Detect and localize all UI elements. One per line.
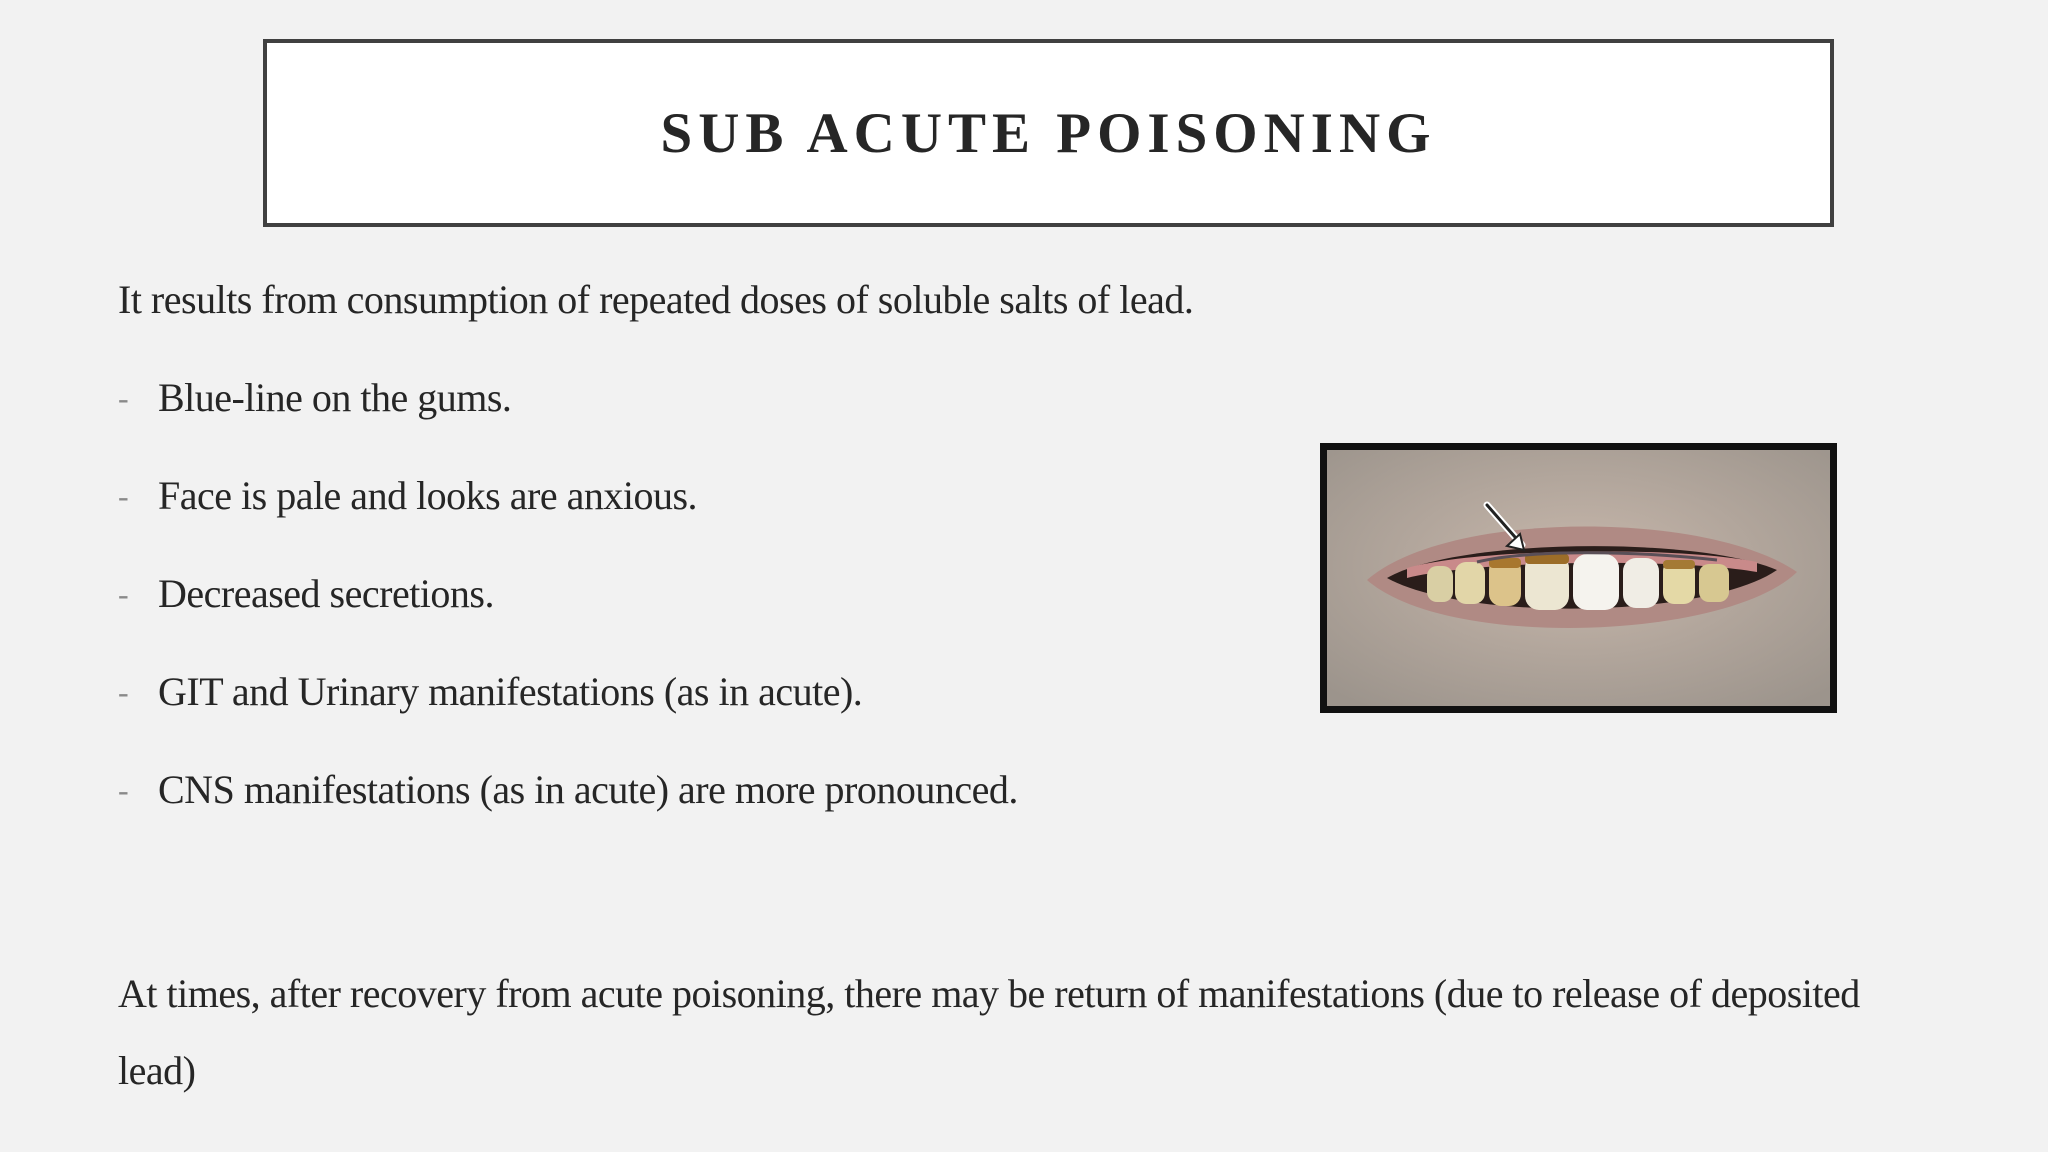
bullet-item — [118, 664, 1018, 762]
title-box — [263, 39, 1834, 227]
bullet-list — [118, 370, 1018, 860]
bullet-marker: - — [118, 576, 129, 612]
mouth-illustration — [1327, 450, 1830, 706]
bullet-item — [118, 468, 1018, 566]
slide-title: SUB ACUTE POISONING — [660, 101, 1437, 165]
intro-text: It results from consumption of repeated doses of soluble salts of lead. — [118, 277, 1194, 322]
bullet-text: Face is pale and looks are anxious. — [158, 473, 698, 518]
bullet-item — [118, 370, 1018, 468]
bullet-marker: - — [118, 478, 129, 514]
footer-note: At times, after recovery from acute poisoning, there may be return of manifestations (due to release of deposited lead) — [118, 971, 1860, 1093]
bullet-item — [118, 762, 1018, 860]
gum-line-photo — [1320, 443, 1837, 713]
bullet-marker: - — [118, 772, 129, 808]
bullet-text: Blue-line on the gums. — [158, 375, 512, 420]
bullet-text: GIT and Urinary manifestations (as in acute). — [158, 669, 863, 714]
bullet-marker: - — [118, 380, 129, 416]
bullet-marker: - — [118, 674, 129, 710]
bullet-text: Decreased secretions. — [158, 571, 494, 616]
bullet-item — [118, 566, 1018, 664]
bullet-text: CNS manifestations (as in acute) are more pronounced. — [158, 767, 1018, 812]
